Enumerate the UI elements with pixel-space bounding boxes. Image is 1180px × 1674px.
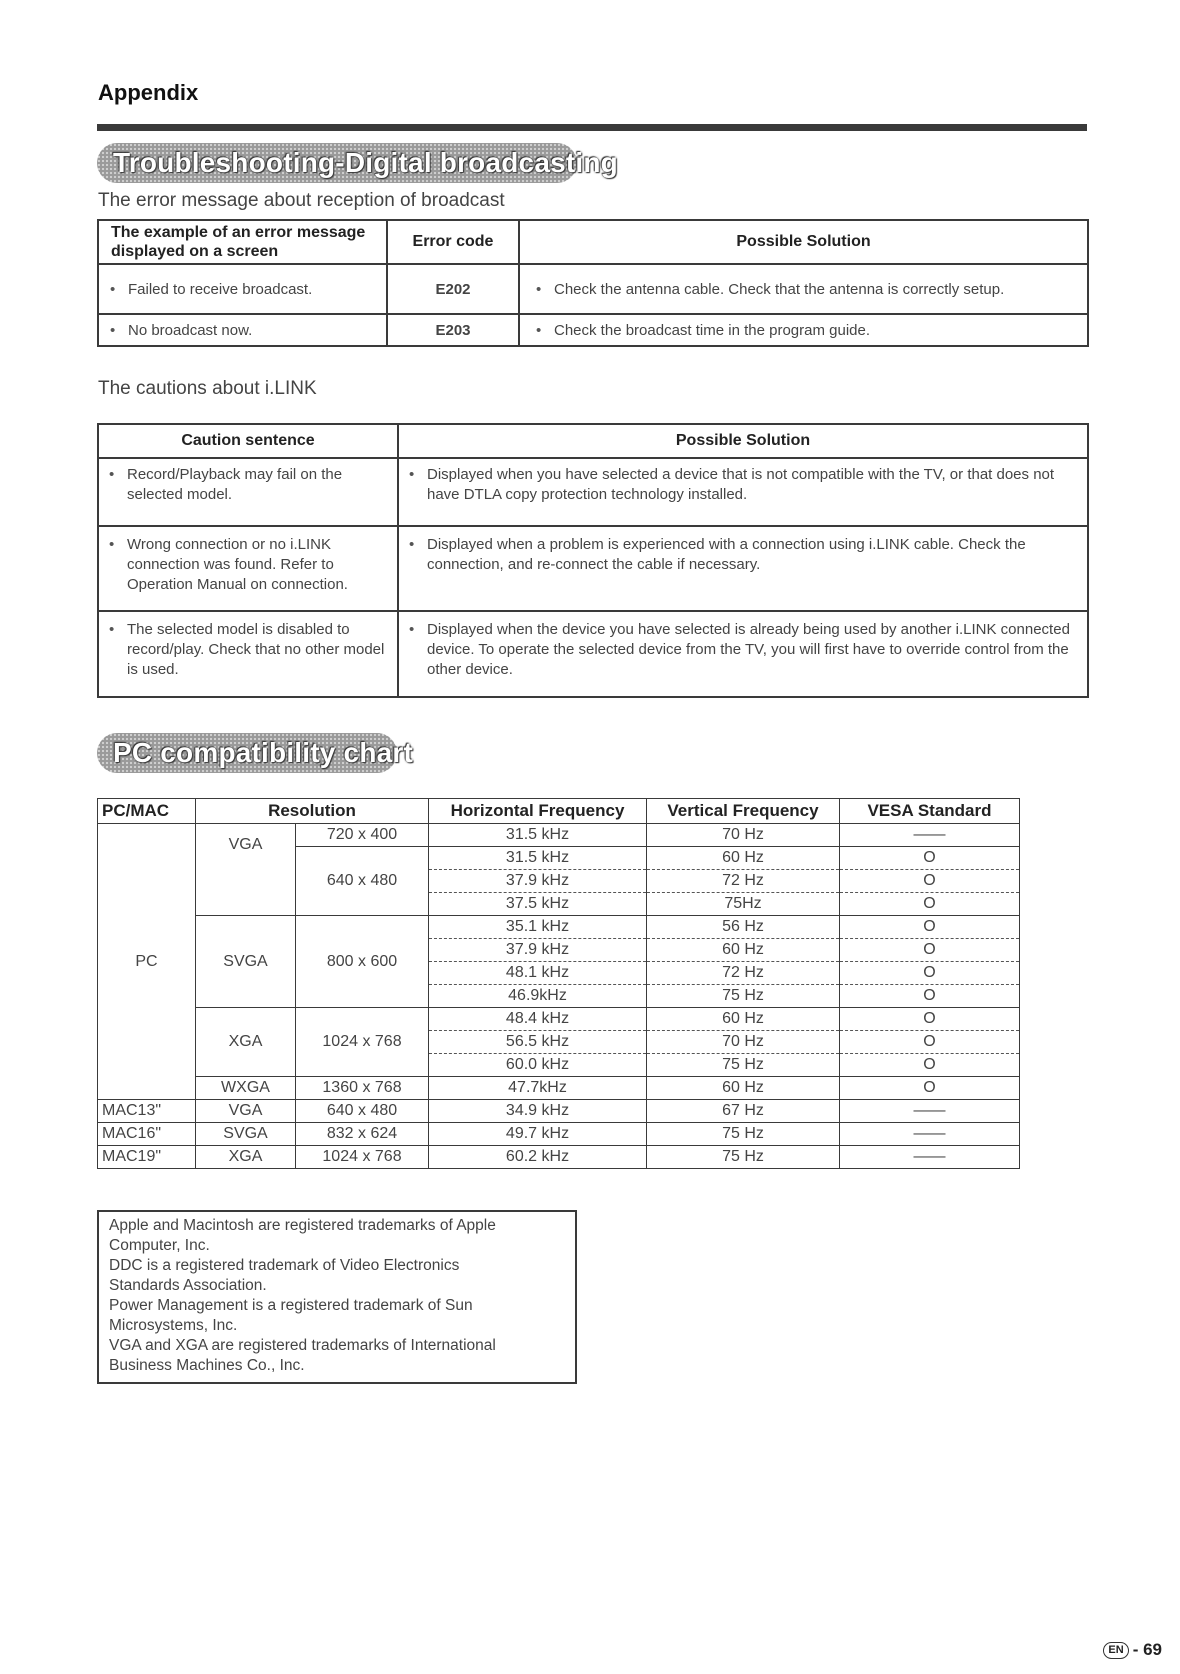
language-badge: EN xyxy=(1103,1642,1128,1659)
header-solution: Possible Solution xyxy=(398,424,1088,458)
v-freq: 75 Hz xyxy=(647,1054,840,1077)
vesa: O xyxy=(840,847,1020,870)
h-freq: 35.1 kHz xyxy=(429,916,647,939)
v-freq: 75Hz xyxy=(647,893,840,916)
error-solution: • Check the broadcast time in the program guide. xyxy=(526,322,1081,339)
caution-text: • The selected model is disabled to record/play. Check that no other model is used. xyxy=(99,620,387,680)
vesa: O xyxy=(840,1054,1020,1077)
trademark-line: Microsystems, Inc. xyxy=(109,1317,238,1334)
ilink-table xyxy=(97,423,1089,698)
v-freq: 72 Hz xyxy=(647,962,840,985)
svga-label: SVGA xyxy=(196,916,296,1008)
v-freq: 56 Hz xyxy=(647,916,840,939)
vesa: O xyxy=(840,962,1020,985)
h-freq: 49.7 kHz xyxy=(429,1123,647,1146)
header-hfreq: Horizontal Frequency xyxy=(429,799,647,824)
error-table xyxy=(97,219,1089,347)
table-row xyxy=(98,1146,1020,1169)
vesa: O xyxy=(840,893,1020,916)
v-freq: 75 Hz xyxy=(647,985,840,1008)
v-freq: 72 Hz xyxy=(647,870,840,893)
mac-type: SVGA xyxy=(196,1123,296,1146)
table-row xyxy=(98,916,1020,939)
section-title: Appendix xyxy=(98,80,199,105)
ilink-table-header xyxy=(98,424,1088,458)
header-code: Error code xyxy=(387,220,519,264)
h-freq: 47.7kHz xyxy=(429,1077,647,1100)
trademark-line: Computer, Inc. xyxy=(109,1237,210,1254)
caution-solution: • Displayed when you have selected a device that is not compatible with the TV, or that does not have DTLA copy protection technology installed. xyxy=(399,465,1077,505)
errors-subtitle: The error message about reception of broadcast xyxy=(98,190,505,211)
table-row xyxy=(98,458,1088,526)
error-solution: • Check the antenna cable. Check that the antenna is correctly setup. xyxy=(526,280,1081,299)
vesa: —— xyxy=(840,1123,1020,1146)
resolution: 1360 x 768 xyxy=(296,1077,429,1100)
h-freq: 31.5 kHz xyxy=(429,847,647,870)
v-freq: 60 Hz xyxy=(647,939,840,962)
trademark-line: DDC is a registered trademark of Video Electronics xyxy=(109,1257,460,1274)
caution-text: • Record/Playback may fail on the selected model. xyxy=(99,465,387,505)
caution-solution: • Displayed when the device you have selected is already being used by another i.LINK connected device. To operate the selected device from the TV, you will first have to override control from the other device. xyxy=(399,620,1077,680)
table-row xyxy=(98,526,1088,611)
resolution: 640 x 480 xyxy=(296,847,429,916)
h-freq: 34.9 kHz xyxy=(429,1100,647,1123)
resolution: 720 x 400 xyxy=(296,824,429,847)
table-row xyxy=(98,1008,1020,1031)
h-freq: 60.0 kHz xyxy=(429,1054,647,1077)
mac-type: VGA xyxy=(196,1100,296,1123)
vesa: —— xyxy=(840,824,1020,847)
vesa: O xyxy=(840,1008,1020,1031)
mac-model: MAC19" xyxy=(98,1146,196,1169)
table-row xyxy=(98,314,1088,346)
header-solution: Possible Solution xyxy=(519,220,1088,264)
table-row xyxy=(98,1100,1020,1123)
v-freq: 60 Hz xyxy=(647,1077,840,1100)
trademark-line: Power Management is a registered trademark of Sun xyxy=(109,1297,473,1314)
vesa: —— xyxy=(840,1100,1020,1123)
h-freq: 37.9 kHz xyxy=(429,870,647,893)
ilink-subtitle: The cautions about i.LINK xyxy=(98,378,317,399)
h-freq: 31.5 kHz xyxy=(429,824,647,847)
h-freq: 46.9kHz xyxy=(429,985,647,1008)
vesa: O xyxy=(840,1077,1020,1100)
error-code: E202 xyxy=(387,264,519,314)
h-freq: 56.5 kHz xyxy=(429,1031,647,1054)
error-table-header xyxy=(98,220,1088,264)
header-vfreq: Vertical Frequency xyxy=(647,799,840,824)
mac-model: MAC13" xyxy=(98,1100,196,1123)
trademark-line: Apple and Macintosh are registered trademarks of Apple xyxy=(109,1217,496,1234)
pc-table-header xyxy=(98,799,1020,824)
xga-label: XGA xyxy=(196,1008,296,1077)
header-resolution: Resolution xyxy=(196,799,429,824)
v-freq: 70 Hz xyxy=(647,824,840,847)
vga-label: VGA xyxy=(196,824,296,916)
v-freq: 67 Hz xyxy=(647,1100,840,1123)
h-freq: 60.2 kHz xyxy=(429,1146,647,1169)
h-freq: 48.4 kHz xyxy=(429,1008,647,1031)
v-freq: 70 Hz xyxy=(647,1031,840,1054)
pc-label: PC xyxy=(98,824,196,1100)
v-freq: 60 Hz xyxy=(647,847,840,870)
caution-text: • Wrong connection or no i.LINK connection was found. Refer to Operation Manual on connection. xyxy=(99,535,387,595)
error-message: • No broadcast now. xyxy=(100,322,385,339)
vesa: O xyxy=(840,1031,1020,1054)
v-freq: 75 Hz xyxy=(647,1146,840,1169)
h-freq: 37.5 kHz xyxy=(429,893,647,916)
page-number-text: - 69 xyxy=(1132,1640,1162,1659)
trademark-line: VGA and XGA are registered trademarks of International xyxy=(109,1337,496,1354)
vesa: O xyxy=(840,870,1020,893)
mac-model: MAC16" xyxy=(98,1123,196,1146)
header-pcmac: PC/MAC xyxy=(98,799,196,824)
vesa: O xyxy=(840,916,1020,939)
header-rule xyxy=(97,124,1087,131)
pc-compat-table xyxy=(97,798,1020,1169)
caution-solution: • Displayed when a problem is experienced with a connection using i.LINK cable. Check the connection, and re-connect the cable if necessary. xyxy=(399,535,1077,575)
pc-compat-banner: PC compatibility chart xyxy=(97,733,397,773)
page-number xyxy=(1103,1640,1162,1660)
resolution: 1024 x 768 xyxy=(296,1008,429,1077)
header-vesa: VESA Standard xyxy=(840,799,1020,824)
resolution: 800 x 600 xyxy=(296,916,429,1008)
vesa: O xyxy=(840,985,1020,1008)
v-freq: 60 Hz xyxy=(647,1008,840,1031)
v-freq: 75 Hz xyxy=(647,1123,840,1146)
resolution: 640 x 480 xyxy=(296,1100,429,1123)
resolution: 832 x 624 xyxy=(296,1123,429,1146)
wxga-label: WXGA xyxy=(196,1077,296,1100)
trademark-line: Standards Association. xyxy=(109,1277,267,1294)
table-row xyxy=(98,1123,1020,1146)
error-message: • Failed to receive broadcast. xyxy=(100,281,385,298)
header-message: The example of an error message displayed on a screen xyxy=(98,220,387,264)
header-caution: Caution sentence xyxy=(98,424,398,458)
resolution: 1024 x 768 xyxy=(296,1146,429,1169)
table-row xyxy=(98,611,1088,697)
h-freq: 37.9 kHz xyxy=(429,939,647,962)
table-row xyxy=(98,1077,1020,1100)
trademark-line: Business Machines Co., Inc. xyxy=(109,1357,305,1374)
mac-type: XGA xyxy=(196,1146,296,1169)
error-code: E203 xyxy=(387,314,519,346)
vesa: O xyxy=(840,939,1020,962)
table-row xyxy=(98,824,1020,847)
vesa: —— xyxy=(840,1146,1020,1169)
table-row xyxy=(98,264,1088,314)
troubleshooting-banner: Troubleshooting-Digital broadcasting xyxy=(97,143,577,183)
trademark-note xyxy=(97,1210,577,1384)
h-freq: 48.1 kHz xyxy=(429,962,647,985)
